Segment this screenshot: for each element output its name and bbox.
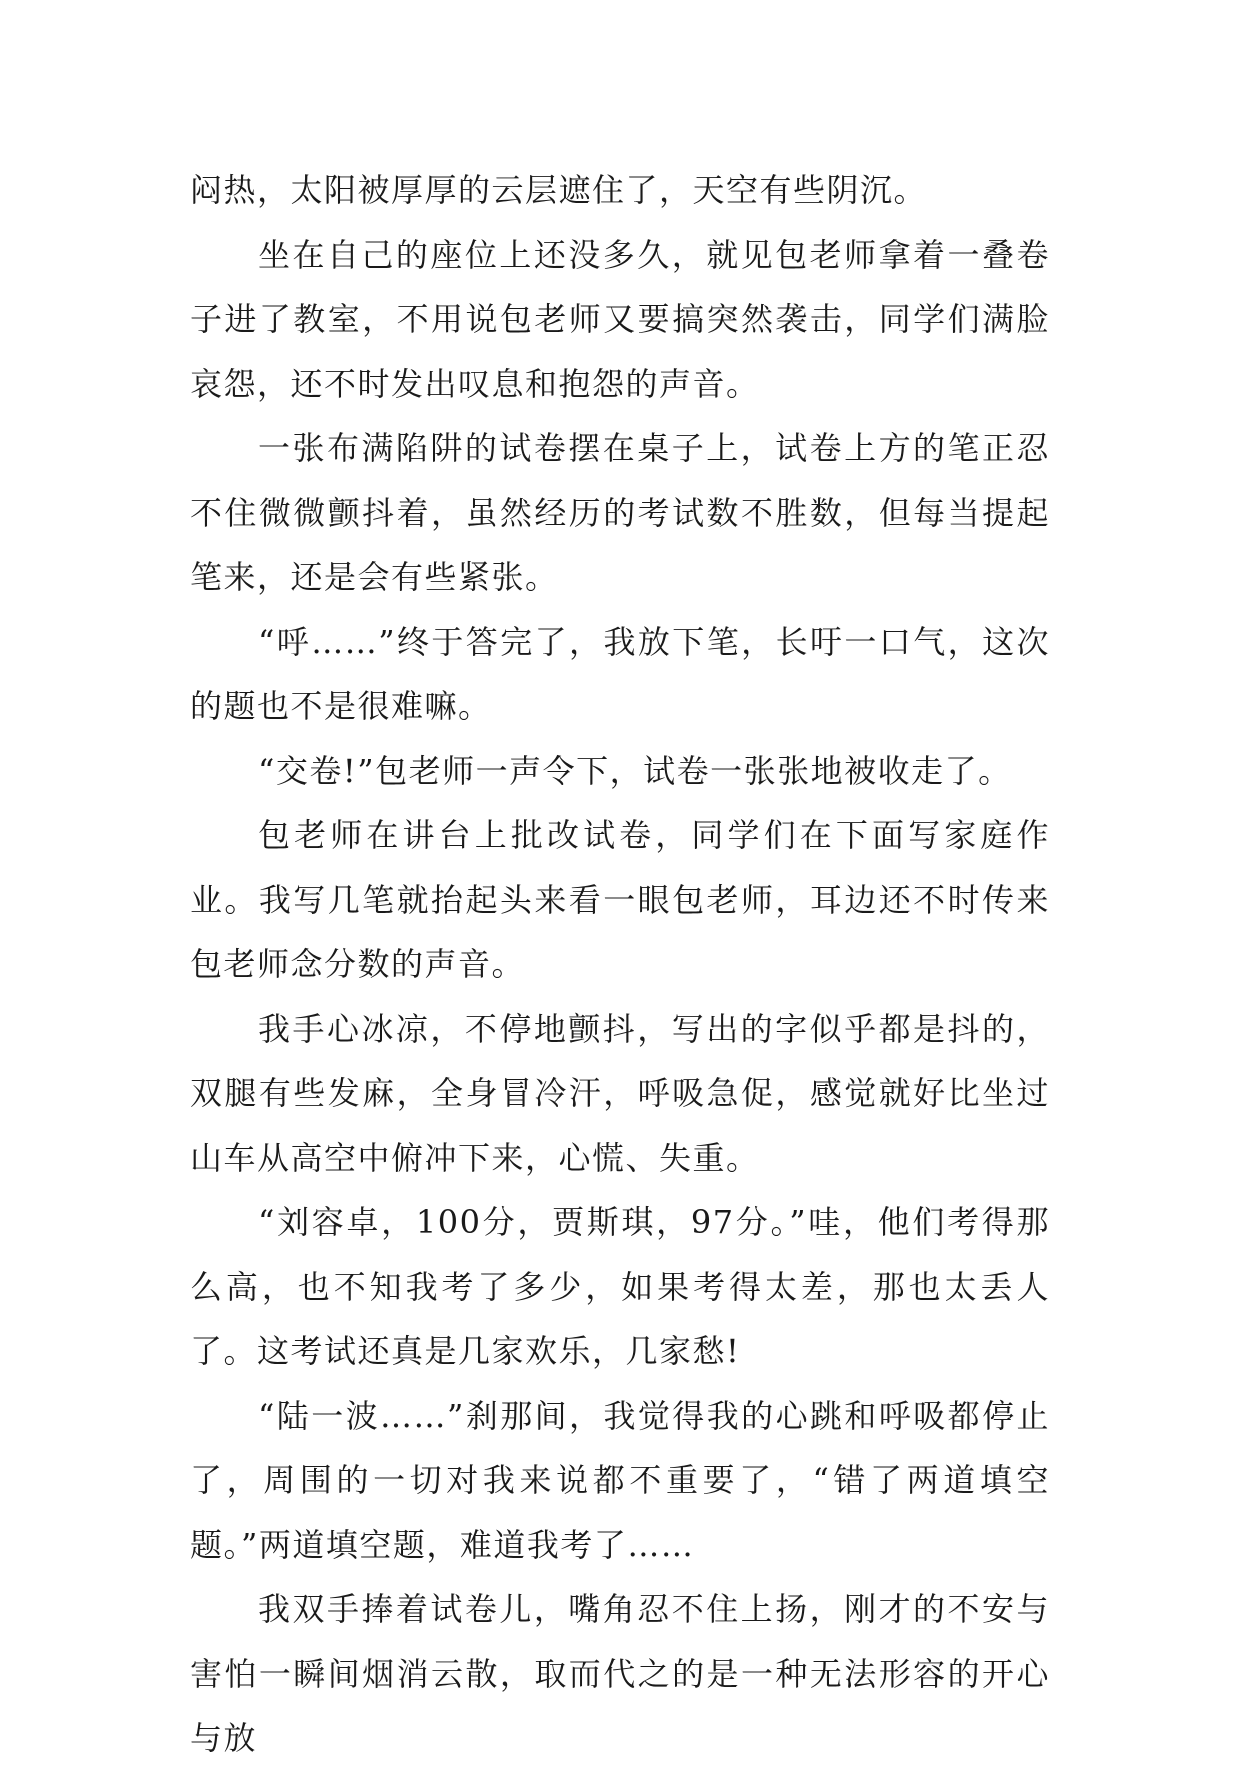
paragraph-4: “呼……”终于答完了，我放下笔，长吁一口气，这次的题也不是很难嘛。 xyxy=(190,622,1050,725)
paragraph-1: 闷热，太阳被厚厚的云层遮住了，天空有些阴沉。 xyxy=(190,171,928,209)
paragraph-3: 一张布满陷阱的试卷摆在桌子上，试卷上方的笔正忍不住微微颤抖着，虽然经历的考试数不胜数，但每当提起笔来，还是会有些紧张。 xyxy=(190,429,1050,596)
paragraph-6: 包老师在讲台上批改试卷，同学们在下面写家庭作业。我写几笔就抬起头来看一眼包老师，耳边还不时传来包老师念分数的声音。 xyxy=(190,816,1050,983)
document-body xyxy=(190,158,1050,1771)
paragraph-5: “交卷!”包老师一声令下，试卷一张张地被收走了。 xyxy=(258,751,1012,790)
paragraph-8: “刘容卓，100分，贾斯琪，97分。”哇，他们考得那么高，也不知我考了多少，如果考得太差，那也太丢人了。这考试还真是几家欢乐，几家愁! xyxy=(190,1203,1050,1370)
paragraph-7: 我手心冰凉，不停地颤抖，写出的字似乎都是抖的，双腿有些发麻，全身冒冷汗，呼吸急促，感觉就好比坐过山车从高空中俯冲下来，心慌、失重。 xyxy=(190,1009,1050,1177)
paragraph-2: 坐在自己的座位上还没多久，就见包老师拿着一叠卷子进了教室，不用说包老师又要搞突然袭击，同学们满脸哀怨，还不时发出叹息和抱怨的声音。 xyxy=(190,235,1050,403)
paragraph-9: “陆一波……”刹那间，我觉得我的心跳和呼吸都停止了，周围的一切对我来说都不重要了，“错了两道填空题。”两道填空题，难道我考了…… xyxy=(190,1396,1050,1564)
paragraph-10: 我双手捧着试卷儿，嘴角忍不住上扬，刚才的不安与害怕一瞬间烟消云散，取而代之的是一种无法形容的开心与放 xyxy=(190,1590,1050,1757)
